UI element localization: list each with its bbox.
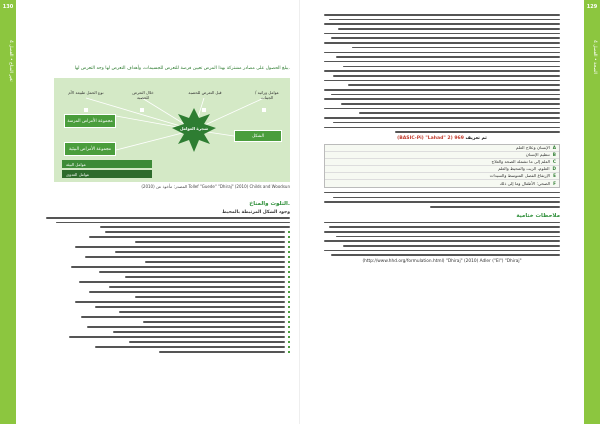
text-line xyxy=(159,351,285,353)
bullet-dot xyxy=(288,236,290,238)
list-item xyxy=(46,296,290,298)
list-item xyxy=(46,251,290,253)
bullet-dot xyxy=(288,321,290,323)
definition-text: العلوم، الزيت والمحيط والعلم xyxy=(498,166,550,172)
text-line xyxy=(395,131,560,133)
list-item xyxy=(46,286,290,288)
list-item xyxy=(46,241,290,243)
list-item xyxy=(46,346,290,348)
definition-text: الإنسان وعلاج العلم xyxy=(515,145,550,151)
bullet-dot xyxy=(288,346,290,348)
left-page xyxy=(16,0,300,424)
text-line xyxy=(324,117,560,119)
text-line xyxy=(324,250,560,252)
text-line xyxy=(81,316,285,318)
table-row xyxy=(325,152,559,159)
list-item xyxy=(46,271,290,273)
list-item xyxy=(46,331,290,333)
bullet-dot xyxy=(288,316,290,318)
text-line xyxy=(324,23,560,25)
right-page-number: 129 xyxy=(586,4,598,10)
list-item xyxy=(46,261,290,263)
list-item xyxy=(46,246,290,248)
bullet-dot xyxy=(288,326,290,328)
list-item xyxy=(46,291,290,293)
bullet-dot xyxy=(288,331,290,333)
text-line xyxy=(331,94,560,96)
text-line xyxy=(105,231,285,233)
table-row xyxy=(325,180,559,187)
bullet-dot xyxy=(288,261,290,263)
table-row xyxy=(325,145,559,152)
factors-diagram xyxy=(54,78,290,182)
diagram-label-before-exposure: قبل التعرض للحصبة xyxy=(188,90,222,95)
text-line xyxy=(115,251,285,253)
diagram-label-pregnancy: نوع الحمل طبيعة الأم xyxy=(68,90,104,95)
text-line xyxy=(324,61,560,63)
text-line xyxy=(333,75,560,77)
text-line xyxy=(324,240,560,242)
text-line xyxy=(145,261,285,263)
text-line xyxy=(100,226,290,228)
figure-caption: يبلغ الحصول على مصادر مشتركة بهذا المرض تعيين فرصة للتعرض للجسيمات، وأهداف التعرض لها وجه التعرض لها. xyxy=(74,66,290,71)
text-line xyxy=(329,226,560,228)
list-item xyxy=(46,301,290,303)
right-page xyxy=(300,0,584,424)
definition-text: العلم إلى ما تشمله الصحة والعلاج xyxy=(491,159,550,165)
list-item xyxy=(46,276,290,278)
bullet-dot xyxy=(288,286,290,288)
text-line xyxy=(95,346,285,348)
definition-label: B xyxy=(552,152,556,158)
text-line xyxy=(324,89,560,91)
text-line xyxy=(125,276,285,278)
text-line xyxy=(338,28,560,30)
bullet-dot xyxy=(288,291,290,293)
text-line xyxy=(331,37,560,39)
diagram-center-label: شجرة العوامل xyxy=(179,126,209,131)
formula-definitions xyxy=(324,144,560,188)
text-line xyxy=(341,103,560,105)
text-line xyxy=(324,201,560,203)
list-item xyxy=(46,236,290,238)
bullet-dot xyxy=(288,271,290,273)
definition-label: C xyxy=(552,159,556,165)
text-line xyxy=(343,245,560,247)
text-line xyxy=(324,33,560,35)
text-line xyxy=(352,47,560,49)
table-row xyxy=(325,166,559,173)
text-line xyxy=(99,271,285,273)
text-line xyxy=(113,331,285,333)
bullet-dot xyxy=(288,266,290,268)
bullet-dot xyxy=(288,251,290,253)
text-line xyxy=(89,236,285,238)
list-item xyxy=(46,321,290,323)
definition-text: الإرتفاع الفصل المتوسط والسيدات xyxy=(489,173,551,179)
formula-prefix: ثم تعريف xyxy=(465,135,487,141)
text-line xyxy=(348,84,560,86)
right-body-text xyxy=(324,14,560,264)
list-item xyxy=(46,266,290,268)
bullet-dot xyxy=(288,341,290,343)
list-item xyxy=(46,231,290,233)
definition-text: تنظيم الإنسان xyxy=(525,152,550,158)
definition-label: E xyxy=(553,173,556,179)
definition-label: D xyxy=(552,166,556,172)
text-line xyxy=(324,127,560,129)
text-line xyxy=(89,291,285,293)
text-line xyxy=(85,256,285,258)
text-line xyxy=(336,56,560,58)
bullet-dot xyxy=(288,241,290,243)
list-item xyxy=(46,306,290,308)
bullet-dot xyxy=(288,246,290,248)
text-line xyxy=(143,321,285,323)
text-line xyxy=(95,306,285,308)
text-line xyxy=(56,222,290,224)
text-line xyxy=(333,197,560,199)
text-line xyxy=(324,231,560,233)
left-page-number: 130 xyxy=(2,4,14,10)
bullet-dot xyxy=(288,231,290,233)
list-item xyxy=(46,311,290,313)
list-item xyxy=(46,326,290,328)
text-line xyxy=(324,98,560,100)
definition-text: الصحي: الأطفال وما إلى ذلك xyxy=(499,180,551,186)
left-strip-text: تغير المناخ • الفصل 4 xyxy=(8,40,13,82)
bullet-list xyxy=(46,231,290,353)
section-subheading: وجود الشكل المرتبطة بالمحيط xyxy=(222,210,290,215)
section-heading-conclusion: ملاحظات ختامية xyxy=(516,212,560,219)
text-line xyxy=(336,236,560,238)
bar-environment-factors: عوامل البيئة xyxy=(62,160,152,168)
text-line xyxy=(430,206,560,208)
text-line xyxy=(324,222,560,224)
text-line xyxy=(324,108,560,110)
table-row xyxy=(325,173,559,180)
figure-source: المصدر: مأخوذ عن (2010) Tollef "Guede" "Dhiraj" (2010) Childs and Woodsun xyxy=(141,184,290,189)
list-item xyxy=(46,336,290,338)
list-item xyxy=(46,341,290,343)
text-line xyxy=(69,336,285,338)
definition-label: F xyxy=(553,180,556,186)
text-line xyxy=(324,52,560,54)
right-side-strip xyxy=(584,0,600,424)
text-line xyxy=(129,341,285,343)
bullet-dot xyxy=(288,306,290,308)
list-item xyxy=(46,256,290,258)
table-row xyxy=(325,159,559,166)
text-line xyxy=(324,80,560,82)
box-form: الشكل xyxy=(234,130,282,142)
text-line xyxy=(135,241,285,243)
text-line xyxy=(71,266,285,268)
text-line xyxy=(75,246,285,248)
bullet-dot xyxy=(288,301,290,303)
bullet-dot xyxy=(288,336,290,338)
bullet-dot xyxy=(288,256,290,258)
list-item xyxy=(46,281,290,283)
bullet-dot xyxy=(288,281,290,283)
text-line xyxy=(324,192,560,194)
bullet-dot xyxy=(288,311,290,313)
box-chronic-diseases: مجموعة الأمراض المزمنة xyxy=(64,114,116,128)
text-line xyxy=(87,326,285,328)
reference-link[interactable]: (http://www.hhd.org/formulation.html) "Dhiraj" (2010) Adler ("El") "Dhiraj" xyxy=(362,259,522,265)
bar-infection-factors: عوامل العدوى xyxy=(62,170,152,178)
list-item xyxy=(46,351,290,353)
text-line xyxy=(333,122,560,124)
diagram-label-during-exposure: خلال التعرض للحصبة xyxy=(132,90,154,100)
text-line xyxy=(79,281,285,283)
bullet-dot xyxy=(288,276,290,278)
box-environmental-diseases: مجموعة الأمراض البيئية xyxy=(64,142,116,156)
list-item xyxy=(46,316,290,318)
text-line xyxy=(329,19,560,21)
section-heading-pollution: التلوث والمناخ. xyxy=(249,201,290,207)
left-side-strip xyxy=(0,0,16,424)
text-line xyxy=(109,286,285,288)
right-strip-text: الصحة • الفصل 4 xyxy=(592,40,597,74)
text-line xyxy=(135,296,285,298)
text-line xyxy=(331,254,560,256)
left-body-text xyxy=(46,196,290,356)
text-line xyxy=(75,301,285,303)
diagram-label-genetics: عوامل وراثية / الجينات xyxy=(254,90,280,100)
formula-text: (BASIC-Pi) "Lahad" 2) 969 xyxy=(397,135,464,141)
definition-label: A xyxy=(552,145,556,151)
text-line xyxy=(119,311,285,313)
bullet-dot xyxy=(288,296,290,298)
text-line xyxy=(46,217,290,219)
text-line xyxy=(359,112,560,114)
text-line xyxy=(343,66,560,68)
text-line xyxy=(324,42,560,44)
text-line xyxy=(324,14,560,16)
formula-line xyxy=(324,136,560,141)
text-line xyxy=(324,70,560,72)
bullet-dot xyxy=(288,351,290,353)
